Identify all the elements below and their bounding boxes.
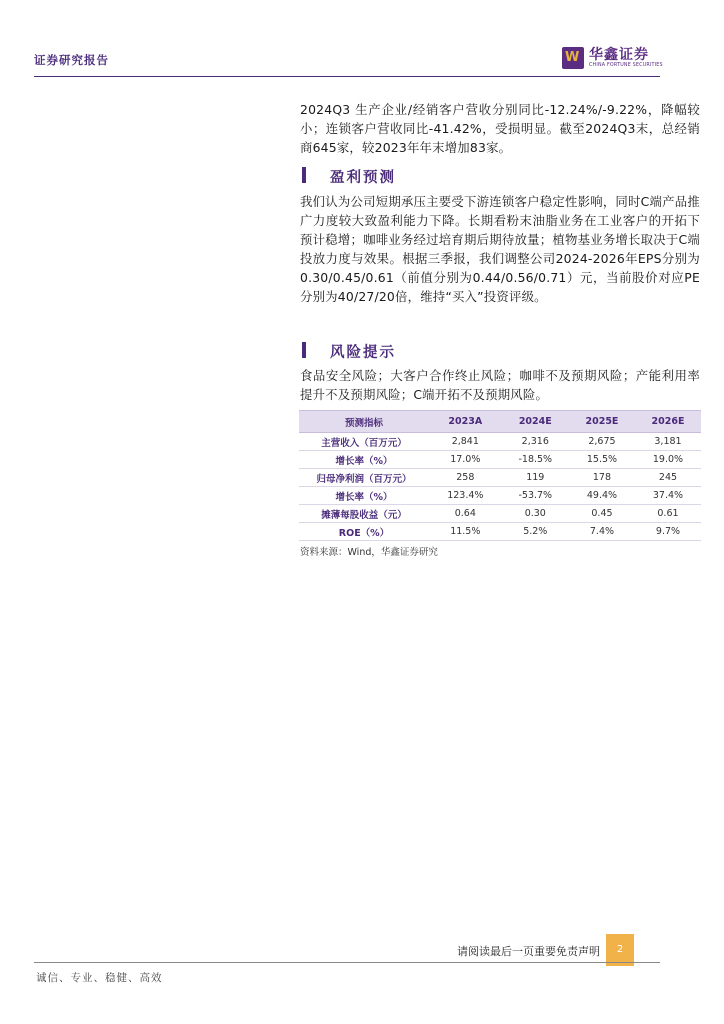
- footer-divider: [34, 962, 660, 963]
- row-label: 归母净利润（百万元）: [299, 469, 429, 487]
- table-row: [299, 505, 701, 523]
- risk-paragraph: 食品安全风险；大客户合作终止风险；咖啡不及预期风险；产能利用率提升不及预期风险；C端开拓不及预期风险。: [300, 368, 700, 402]
- profit-forecast-paragraph: 我们认为公司短期承压主要受下游连锁客户稳定性影响，同时C端产品推广力度较大致盈利能力下降。长期看粉末油脂业务在工业客户的开拓下预计稳增；咖啡业务经过培育期后期待放量；植物基业务增长取决于C端投放力度与效果。根据三季报，我们调整公司2024-2026年EPS分别为0.30/0.45/0.61（前值分别为0.44/0.56/0.71）元，当前股价对应PE分别为40/27/20倍，维持“买入”投资评级。: [300, 194, 700, 304]
- logo-name-cn: 华鑫证券: [589, 47, 649, 63]
- table-header-cell: 2023A: [429, 411, 502, 433]
- intro-block: [300, 100, 700, 157]
- table-cell: -53.7%: [502, 487, 569, 505]
- company-logo: [562, 44, 662, 72]
- table-header-row: [299, 411, 701, 433]
- table-cell: -18.5%: [502, 451, 569, 469]
- profit-forecast-block: [300, 192, 700, 306]
- table-row: [299, 487, 701, 505]
- table-row: [299, 523, 701, 541]
- table-cell: 119: [502, 469, 569, 487]
- report-type-label: 证券研究报告: [34, 53, 109, 67]
- row-label: 增长率（%）: [299, 487, 429, 505]
- logo-mark-icon: [562, 47, 584, 69]
- table-cell: 2,675: [569, 433, 635, 451]
- table-cell: 49.4%: [569, 487, 635, 505]
- table-cell: 178: [569, 469, 635, 487]
- table-cell: 7.4%: [569, 523, 635, 541]
- logo-name-en: CHINA FORTUNE SECURITIES: [589, 63, 663, 68]
- table-cell: 19.0%: [635, 451, 701, 469]
- table-cell: 123.4%: [429, 487, 502, 505]
- table-header-cell: 2025E: [569, 411, 635, 433]
- section-marker-icon: [302, 342, 306, 358]
- table-cell: 258: [429, 469, 502, 487]
- row-label: 摊薄每股收益（元）: [299, 505, 429, 523]
- table-cell: 2,841: [429, 433, 502, 451]
- table-cell: 0.61: [635, 505, 701, 523]
- table-cell: 11.5%: [429, 523, 502, 541]
- forecast-table: [299, 410, 701, 541]
- section-title: 风险提示: [330, 345, 396, 361]
- table-cell: 2,316: [502, 433, 569, 451]
- section-marker-icon: [302, 167, 306, 183]
- table-row: [299, 451, 701, 469]
- intro-paragraph: 2024Q3 生产企业/经销客户营收分别同比-12.24%/-9.22%，降幅较小；连锁客户营收同比-41.42%，受损明显。截至2024Q3末，总经销商645家，较2023年年末增加83家。: [300, 102, 700, 155]
- table-header-cell: 预测指标: [299, 411, 429, 433]
- row-label: ROE（%）: [299, 523, 429, 541]
- page-number: 2: [606, 934, 634, 966]
- table-cell: 17.0%: [429, 451, 502, 469]
- table-row: [299, 469, 701, 487]
- row-label: 增长率（%）: [299, 451, 429, 469]
- table-cell: 0.30: [502, 505, 569, 523]
- table-cell: 245: [635, 469, 701, 487]
- data-source-note: 资料来源：Wind，华鑫证券研究: [300, 547, 438, 558]
- risk-block: [300, 366, 700, 404]
- table-cell: 5.2%: [502, 523, 569, 541]
- table-cell: 0.64: [429, 505, 502, 523]
- table-header-cell: 2026E: [635, 411, 701, 433]
- table-cell: 0.45: [569, 505, 635, 523]
- table-row: [299, 433, 701, 451]
- footer-slogan: 诚信、专业、稳健、高效: [36, 972, 163, 984]
- disclaimer-link[interactable]: 请阅读最后一页重要免责声明: [457, 945, 600, 958]
- disclaimer-box: [440, 940, 606, 960]
- table-cell: 37.4%: [635, 487, 701, 505]
- header-divider: [34, 76, 660, 77]
- section-title: 盈利预测: [330, 170, 396, 186]
- table-cell: 15.5%: [569, 451, 635, 469]
- table-cell: 3,181: [635, 433, 701, 451]
- table-cell: 9.7%: [635, 523, 701, 541]
- row-label: 主营收入（百万元）: [299, 433, 429, 451]
- table-header-cell: 2024E: [502, 411, 569, 433]
